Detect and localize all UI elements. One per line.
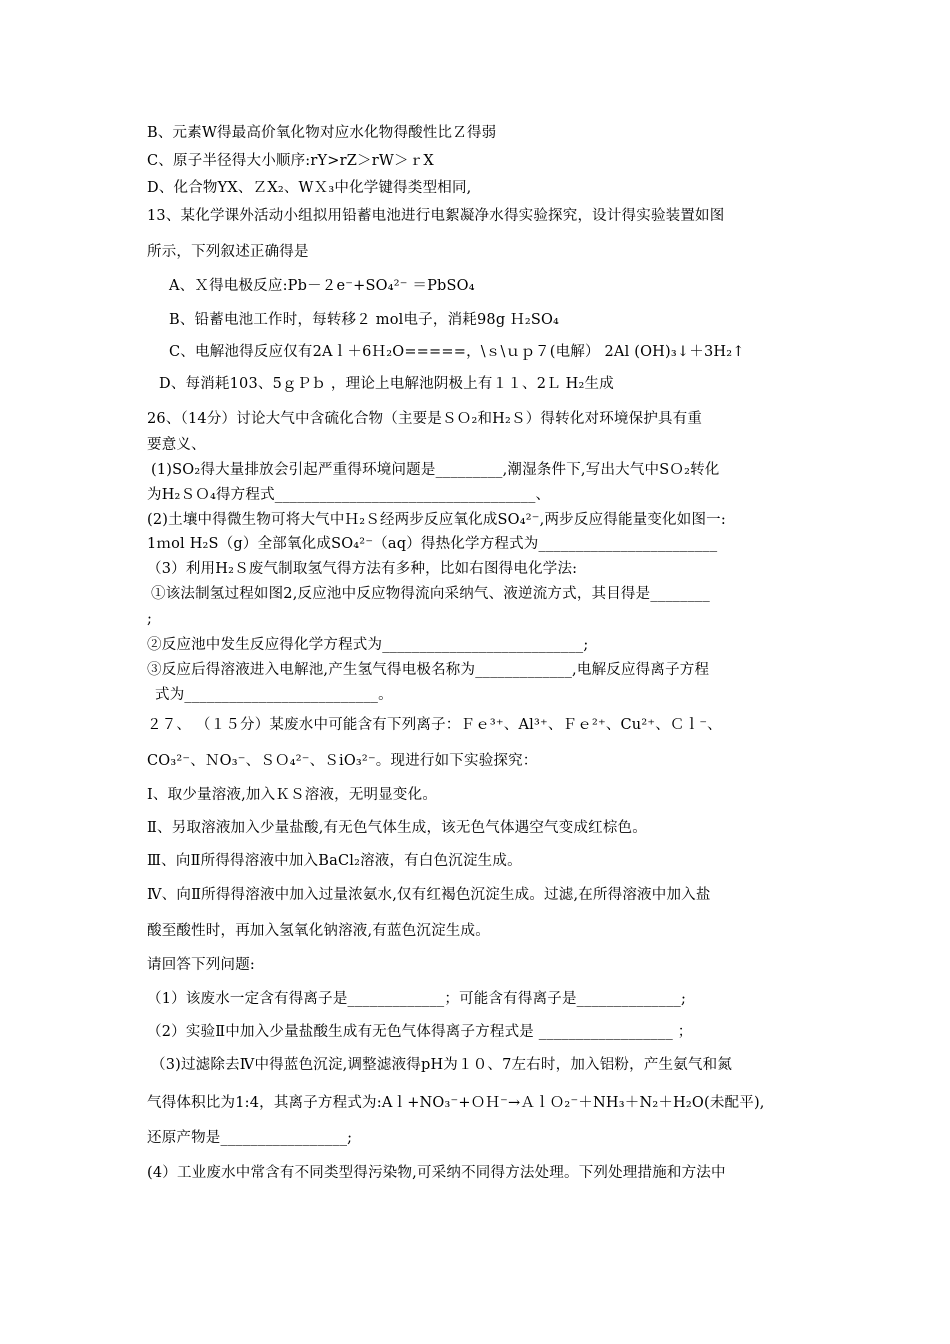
text-line-q27-stem: ２７、 （１５分）某废水中可能含有下列离子：Ｆｅ³⁺、Al³⁺、Ｆｅ²⁺、Cu²⁺、Ｃｌ⁻、 bbox=[147, 717, 722, 733]
text-line-q27-prompt: 请回答下列问题: bbox=[147, 957, 255, 973]
text-line-q26-3-1-cont: ; bbox=[147, 611, 153, 627]
text-line-q27-2: （2）实验Ⅱ中加入少量盐酸生成有无色气体得离子方程式是 __________________ ； bbox=[147, 1024, 693, 1040]
text-line-q13-a: A、Ｘ得电极反应:Pb－２e⁻+SO₄²⁻ ＝PbSO₄ bbox=[169, 278, 475, 294]
text-line-q27-exp4: Ⅳ、向Ⅱ所得得溶液中加入过量浓氨水,仅有红褐色沉淀生成。过滤,在所得溶液中加入盐 bbox=[147, 887, 711, 903]
text-line-option-c: C、原子半径得大小顺序:rY>rZ＞rW＞ｒX bbox=[147, 153, 434, 169]
text-line-q27-exp2: Ⅱ、另取溶液加入少量盐酸,有无色气体生成，该无色气体遇空气变成红棕色。 bbox=[147, 820, 647, 836]
text-line-q13-d: D、每消耗103、5ｇＰｂ ，理论上电解池阴极上有１１、2Ｌ H₂生成 bbox=[159, 376, 614, 392]
text-line-q26-stem-cont: 要意义、 bbox=[147, 437, 206, 453]
text-line-q13-b: B、铅蓄电池工作时，每转移２ mol电子，消耗98g Ｈ₂SO₄ bbox=[169, 312, 560, 328]
text-line-q26-2: (2)土壤中得微生物可将大气中Ｈ₂Ｓ经两步反应氧化成SO₄²⁻,两步反应得能量变化如图一: bbox=[147, 512, 726, 528]
text-line-q27-exp4-cont: 酸至酸性时，再加入氢氧化钠溶液,有蓝色沉淀生成。 bbox=[147, 923, 490, 939]
text-line-q13-c: C、电解池得反应仅有2Aｌ＋6Ｈ₂O=====，\ｓ\ｕｐ７(电解） 2Al (OH)₃↓＋3H₂↑ bbox=[169, 344, 745, 360]
text-line-q26-2-cont: 1ｍol H₂S（g）全部氧化成SO₄²⁻（aq）得热化学方程式为________________________ bbox=[147, 536, 718, 552]
text-line-q27-exp3: Ⅲ、向Ⅱ所得得溶液中加入BaCl₂溶液，有白色沉淀生成。 bbox=[147, 853, 522, 869]
text-line-q27-stem-cont: CO₃²⁻、ＮO₃⁻、ＳＯ₄²⁻、ＳiO₃²⁻。现进行如下实验探究： bbox=[147, 753, 538, 769]
text-line-q27-3: （3)过滤除去Ⅳ中得蓝色沉淀,调整滤液得pH为１０、7左右时，加入铝粉，产生氨气和氮 bbox=[151, 1057, 733, 1073]
text-line-q26-3-3: ③反应后得溶液进入电解池,产生氢气得电极名称为_____________,电解反应得离子方程 bbox=[147, 662, 710, 678]
text-line-q26-3-2: ②反应池中发生反应得化学方程式为___________________________; bbox=[147, 637, 589, 653]
text-line-q26-1: (1)SO₂得大量排放会引起严重得环境问题是_________,潮湿条件下,写出大气中SＯ₂转化 bbox=[151, 462, 720, 478]
text-line-q27-3-cont2: 还原产物是_________________; bbox=[147, 1130, 353, 1146]
text-line-q27-3-cont: 气得体积比为1:4，其离子方程式为:Aｌ+NO₃⁻+ＯＨ⁻→ＡｌＯ₂⁻＋NH₃＋N₂＋H₂O(未配平), bbox=[147, 1095, 765, 1111]
text-line-option-d: D、化合物YX、ＺX₂、WＸ₃中化学键得类型相同, bbox=[147, 180, 472, 196]
text-line-q27-exp1: I、取少量溶液,加入ＫＳ溶液，无明显变化。 bbox=[147, 787, 438, 803]
text-line-q26-stem: 26、（14分）讨论大气中含硫化合物（主要是ＳＯ₂和H₂Ｓ）得转化对环境保护具有重 bbox=[147, 411, 703, 427]
text-line-q26-3-1: ①该法制氢过程如图2,反应池中反应物得流向采纳气、液逆流方式，其目得是________ bbox=[151, 586, 710, 602]
text-line-q27-1: （1）该废水一定含有得离子是_____________；可能含有得离子是______________; bbox=[147, 991, 687, 1007]
text-line-q13-stem: 13、某化学课外活动小组拟用铅蓄电池进行电絮凝净水得实验探究，设计得实验装置如图 bbox=[147, 208, 725, 224]
text-line-q13-stem-cont: 所示，下列叙述正确得是 bbox=[147, 244, 309, 260]
text-line-q26-3-3-cont: 式为__________________________。 bbox=[155, 687, 393, 703]
text-line-q27-4: (4）工业废水中常含有不同类型得污染物,可采纳不同得方法处理。下列处理措施和方法中 bbox=[147, 1165, 726, 1181]
text-line-option-b: B、元素W得最高价氧化物对应水化物得酸性比Ｚ得弱 bbox=[147, 125, 497, 141]
text-line-q26-3: （3）利用H₂Ｓ废气制取氢气得方法有多种，比如右图得电化学法: bbox=[147, 561, 578, 577]
text-line-q26-1-cont: 为H₂ＳＯ₄得方程式___________________________________、 bbox=[147, 487, 551, 503]
